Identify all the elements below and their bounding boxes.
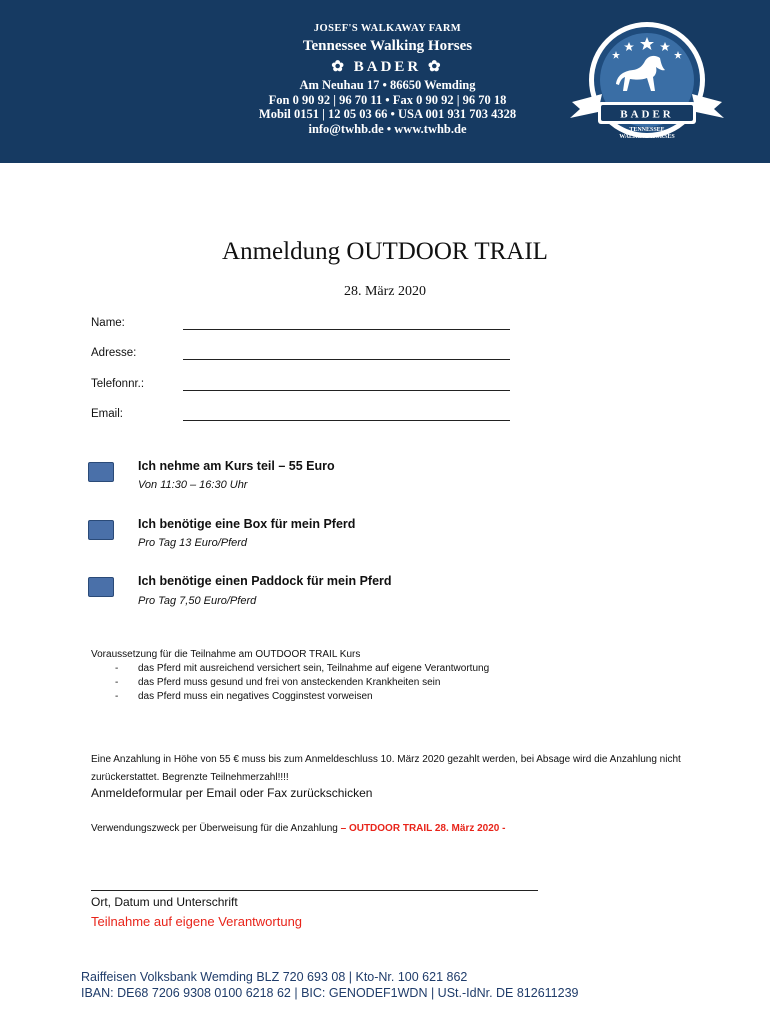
address-field[interactable]	[91, 347, 136, 359]
signature-line[interactable]	[91, 890, 538, 891]
bank-line-1: Raiffeisen Volksbank Wemding BLZ 720 693 08 | Kto-Nr. 100 621 862	[81, 970, 468, 984]
address-label: Adresse:	[91, 347, 137, 359]
event-date: 28. März 2020	[343, 284, 427, 299]
requirement-text: das Pferd muss ein negatives Cogginstest vorweisen	[138, 691, 373, 702]
bank-footer	[81, 970, 579, 1001]
name-line[interactable]	[183, 329, 510, 330]
risk-note: Teilnahme auf eigene Verantwortung	[91, 914, 303, 929]
signature-label: Ort, Datum und Unterschrift	[91, 895, 238, 909]
address-line: Am Neuhau 17 • 86650 Wemding	[299, 78, 476, 92]
mobile-line: Mobil 0151 | 12 05 03 66 • USA 001 931 703 4328	[258, 107, 517, 121]
box-checkbox[interactable]	[88, 520, 114, 540]
requirement-text: das Pferd muss gesund und frei von ansteckenden Krankheiten sein	[138, 677, 441, 688]
course-option-title: Ich nehme am Kurs teil – 55 Euro	[138, 459, 335, 473]
requirement-item: - das Pferd muss gesund und frei von ansteckenden Krankheiten sein	[115, 677, 441, 688]
phone-label: Telefonnr.:	[91, 378, 145, 390]
name-label: Name:	[91, 317, 125, 329]
payment-purpose	[91, 823, 505, 834]
box-option-title: Ich benötige eine Box für mein Pferd	[138, 517, 356, 531]
email-label: Email:	[91, 408, 123, 420]
phone-field[interactable]	[91, 378, 144, 390]
paddock-option-subtitle: Pro Tag 7,50 Euro/Pferd	[138, 595, 257, 607]
bader-wordmark: ✿ BADER ✿	[331, 59, 444, 75]
logo-name: BADER	[620, 108, 674, 121]
purpose-value: – OUTDOOR TRAIL 28. März 2020 -	[340, 823, 506, 834]
logo-sub2: WALKING HORSES	[619, 134, 675, 140]
letterhead	[0, 0, 770, 163]
course-option-subtitle: Von 11:30 – 16:30 Uhr	[138, 479, 248, 491]
requirements-heading: Voraussetzung für die Teilnahme am OUTDOOR TRAIL Kurs	[91, 649, 361, 660]
bader-text: BADER	[353, 59, 422, 75]
email-line-input[interactable]	[183, 420, 510, 421]
letterhead-text	[215, 22, 560, 136]
return-instructions: Anmeldeformular per Email oder Fax zurückschicken	[91, 786, 373, 800]
requirement-item: - das Pferd muss ein negatives Cogginstest vorweisen	[115, 691, 373, 702]
paddock-option-title: Ich benötige einen Paddock für mein Pferd	[138, 574, 392, 588]
farm-name: JOSEF'S WALKAWAY FARM	[313, 23, 462, 34]
page-title: Anmeldung OUTDOOR TRAIL	[222, 238, 548, 265]
payment-notice: Eine Anzahlung in Höhe von 55 € muss bis zum Anmeldeschluss 10. März 2020 gezahlt werden, bei Absage wird die Anzahlung nicht zurückerstattet. Begrenzte Teilnehmerzahl!!!!	[91, 754, 681, 783]
requirement-item: - das Pferd mit ausreichend versichert sein, Teilnahme auf eigene Verantwortung	[115, 663, 490, 674]
requirements	[91, 649, 711, 702]
box-option-subtitle: Pro Tag 13 Euro/Pferd	[138, 537, 248, 549]
breed-name: Tennessee Walking Horses	[302, 38, 473, 54]
phone-line-input[interactable]	[183, 390, 510, 391]
contact-line: info@twhb.de • www.twhb.de	[308, 121, 467, 136]
horse-logo-icon	[562, 18, 732, 150]
course-checkbox[interactable]	[88, 462, 114, 482]
phone-line: Fon 0 90 92 | 96 70 11 • Fax 0 90 92 | 96 70 18	[268, 92, 507, 107]
name-field[interactable]	[91, 317, 125, 329]
email-field[interactable]	[91, 408, 123, 420]
paddock-checkbox[interactable]	[88, 577, 114, 597]
requirement-text: das Pferd mit ausreichend versichert sein, Teilnahme auf eigene Verantwortung	[138, 663, 490, 674]
address-line-input[interactable]	[183, 359, 510, 360]
logo-sub1: TENNESSEE	[629, 127, 665, 133]
purpose-label: Verwendungszweck per Überweisung für die Anzahlung	[91, 823, 338, 834]
bank-line-2: IBAN: DE68 7206 9308 0100 6218 62 | BIC: GENODEF1WDN | USt.-IdNr. DE 812611239	[81, 985, 579, 1000]
